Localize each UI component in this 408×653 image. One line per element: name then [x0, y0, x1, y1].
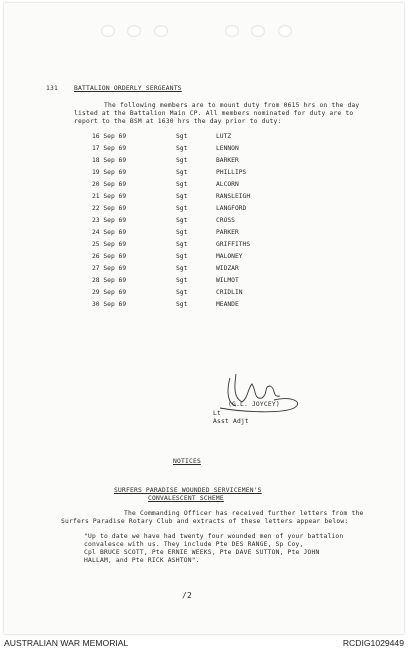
- roster-date: 22 Sep 69: [92, 205, 127, 212]
- roster-name: LUTZ: [216, 133, 232, 140]
- roster-row: [4, 169, 404, 181]
- roster-rank: Sgt: [176, 145, 188, 152]
- roster-rank: Sgt: [176, 157, 188, 164]
- roster-name: CRIDLIN: [216, 289, 243, 296]
- roster-rank: Sgt: [176, 217, 188, 224]
- roster-name: WILMOT: [216, 277, 239, 284]
- roster-name: PARKER: [216, 229, 239, 236]
- roster-date: 28 Sep 69: [92, 277, 127, 284]
- section-number: 131: [46, 85, 58, 92]
- roster-name: LENNON: [216, 145, 239, 152]
- signatory-title: Asst Adjt: [213, 418, 249, 425]
- roster-date: 19 Sep 69: [92, 169, 127, 176]
- roster-rank: Sgt: [176, 301, 188, 308]
- notice-title: CONVALESCENT SCHEME: [148, 495, 224, 502]
- notice-quote-line: Cpl BRUCE SCOTT, Pte ERNIE WEEKS, Pte DAVE SUTTON, Pte JOHN: [84, 549, 320, 556]
- punch-hole: [251, 25, 265, 37]
- roster-date: 25 Sep 69: [92, 241, 127, 248]
- roster-row: [4, 277, 404, 289]
- roster-row: [4, 157, 404, 169]
- roster-row: [4, 253, 404, 265]
- roster-name: WIDZAR: [216, 265, 239, 272]
- roster-date: 23 Sep 69: [92, 217, 127, 224]
- roster-row: [4, 241, 404, 253]
- roster-rank: Sgt: [176, 277, 188, 284]
- roster-name: MEANDE: [216, 301, 239, 308]
- notice-quote-line: convalesce with us. They include Pte DES RANGE, Sp Coy,: [84, 541, 304, 548]
- roster-date: 21 Sep 69: [92, 193, 127, 200]
- roster-name: RANSLEIGH: [216, 193, 251, 200]
- notice-quote-line: HALLAM, and Pte RICK ASHTON".: [84, 557, 200, 564]
- notices-heading: NOTICES: [173, 458, 201, 465]
- roster-date: 24 Sep 69: [92, 229, 127, 236]
- notice-body-line: Surfers Paradise Rotary Club and extracts of these letters appear below:: [61, 518, 349, 525]
- punch-hole: [101, 25, 115, 37]
- signatory-name: (G.L. JOYCEY): [228, 401, 280, 408]
- notice-quote-line: "Up to date we have had twenty four wounded men of your battalion: [84, 533, 344, 540]
- roster-date: 16 Sep 69: [92, 133, 127, 140]
- document-page: [4, 3, 404, 634]
- roster-name: ALCORN: [216, 181, 239, 188]
- roster-rank: Sgt: [176, 241, 188, 248]
- footer-record-id: RCDIG1029449: [342, 638, 404, 648]
- intro-line: The following members are to mount duty from 0615 hrs on the day: [104, 102, 360, 109]
- roster-rank: Sgt: [176, 229, 188, 236]
- roster-date: 17 Sep 69: [92, 145, 127, 152]
- roster-name: PHILLIPS: [216, 169, 247, 176]
- notice-title: SURFERS PARADISE WOUNDED SERVICEMEN'S: [114, 487, 262, 494]
- intro-line: report to the BSM at 1630 hrs the day prior to duty:: [74, 118, 282, 125]
- section-heading: BATTALION ORDERLY SERGEANTS: [74, 85, 182, 92]
- roster-date: 29 Sep 69: [92, 289, 127, 296]
- punch-hole: [127, 25, 141, 37]
- roster-date: 27 Sep 69: [92, 265, 127, 272]
- footer-archive-name: AUSTRALIAN WAR MEMORIAL: [4, 638, 129, 648]
- punch-hole: [278, 25, 292, 37]
- punch-hole: [225, 25, 239, 37]
- roster-rank: Sgt: [176, 289, 188, 296]
- roster-row: [4, 181, 404, 193]
- roster-rank: Sgt: [176, 169, 188, 176]
- roster-rank: Sgt: [176, 133, 188, 140]
- roster-row: [4, 265, 404, 277]
- roster-row: [4, 133, 404, 145]
- roster-rank: Sgt: [176, 181, 188, 188]
- roster-name: CROSS: [216, 217, 235, 224]
- roster-row: [4, 205, 404, 217]
- roster-rank: Sgt: [176, 253, 188, 260]
- roster-row: [4, 289, 404, 301]
- roster-date: 26 Sep 69: [92, 253, 127, 260]
- roster-name: BARKER: [216, 157, 239, 164]
- roster-name: GRIFFITHS: [216, 241, 251, 248]
- roster-rank: Sgt: [176, 265, 188, 272]
- roster-rank: Sgt: [176, 193, 188, 200]
- roster-rank: Sgt: [176, 205, 188, 212]
- notice-body-line: The Commanding Officer has received further letters from the: [124, 510, 364, 517]
- page-marker: /2: [182, 591, 193, 600]
- roster-row: [4, 145, 404, 157]
- roster-name: LANGFORD: [216, 205, 247, 212]
- roster-date: 20 Sep 69: [92, 181, 127, 188]
- roster-row: [4, 301, 404, 313]
- roster-row: [4, 217, 404, 229]
- roster-name: MALONEY: [216, 253, 243, 260]
- roster-row: [4, 193, 404, 205]
- punch-hole: [154, 25, 168, 37]
- roster-date: 18 Sep 69: [92, 157, 127, 164]
- roster-row: [4, 229, 404, 241]
- signatory-rank: Lt: [213, 410, 221, 417]
- roster-date: 30 Sep 69: [92, 301, 127, 308]
- intro-line: listed at the Battalion Main CP. All members nominated for duty are to: [74, 110, 354, 117]
